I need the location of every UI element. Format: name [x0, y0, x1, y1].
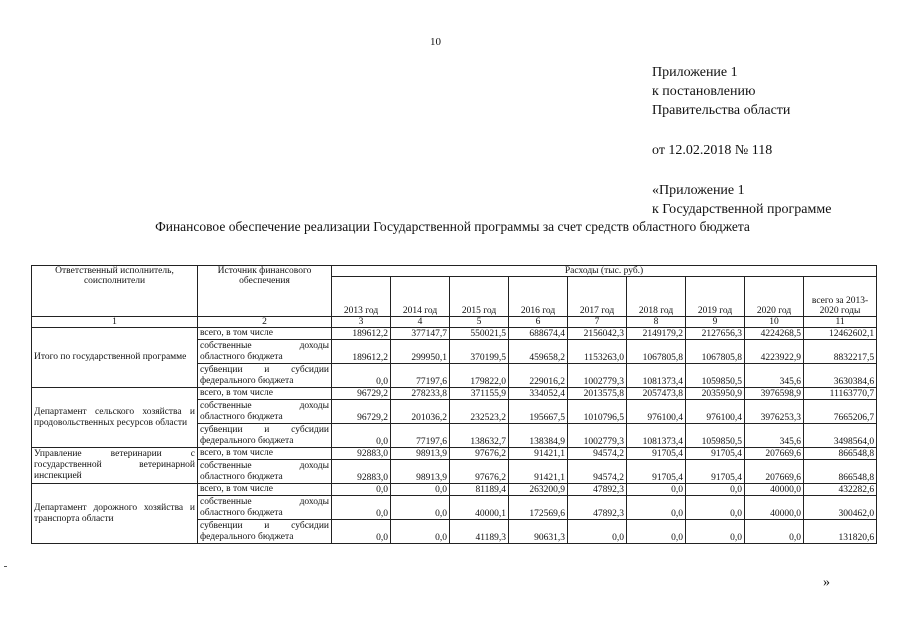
value-cell: 97676,2	[450, 448, 509, 460]
value-cell: 94574,2	[568, 460, 627, 484]
value-cell: 98913,9	[391, 448, 450, 460]
header-column-number: 1	[32, 317, 198, 328]
value-cell: 81189,4	[450, 484, 509, 496]
value-cell: 3630384,6	[804, 364, 877, 388]
source-cell: субвенции и субсидии федерального бюджета	[198, 520, 332, 544]
value-cell: 92883,0	[332, 460, 391, 484]
value-cell: 3976253,3	[745, 400, 804, 424]
source-cell: всего, в том числе	[198, 484, 332, 496]
executor-cell: Департамент сельского хозяйства и продовольственных ресурсов области	[32, 388, 198, 448]
header-column-number: 8	[627, 317, 686, 328]
value-cell: 91705,4	[627, 460, 686, 484]
header-year: 2019 год	[686, 277, 745, 317]
value-cell: 0,0	[686, 520, 745, 544]
value-cell: 0,0	[332, 484, 391, 496]
value-cell: 47892,3	[568, 484, 627, 496]
header-year: 2014 год	[391, 277, 450, 317]
value-cell: 11163770,7	[804, 388, 877, 400]
executor-cell: Департамент дорожного хозяйства и транспорта области	[32, 484, 198, 544]
value-cell: 0,0	[627, 484, 686, 496]
value-cell: 91421,1	[509, 460, 568, 484]
value-cell: 377147,7	[391, 328, 450, 340]
value-cell: 0,0	[627, 520, 686, 544]
value-cell: 4223922,9	[745, 340, 804, 364]
document-title: Финансовое обеспечение реализации Государственной программы за счет средств областного бюджета	[155, 219, 750, 234]
value-cell: 8832217,5	[804, 340, 877, 364]
header-column-number: 10	[745, 317, 804, 328]
header-column-number: 4	[391, 317, 450, 328]
value-cell: 7665206,7	[804, 400, 877, 424]
header-column-number: 9	[686, 317, 745, 328]
value-cell: 976100,4	[627, 400, 686, 424]
value-cell: 91705,4	[686, 448, 745, 460]
value-cell: 94574,2	[568, 448, 627, 460]
source-cell: собственные доходы областного бюджета	[198, 496, 332, 520]
header-column-number: 2	[198, 317, 332, 328]
value-cell: 179822,0	[450, 364, 509, 388]
value-cell: 207669,6	[745, 460, 804, 484]
header-column-number: 3	[332, 317, 391, 328]
table-row	[32, 328, 877, 340]
value-cell: 459658,2	[509, 340, 568, 364]
value-cell: 1002779,3	[568, 364, 627, 388]
value-cell: 12462602,1	[804, 328, 877, 340]
value-cell: 138632,7	[450, 424, 509, 448]
value-cell: 97676,2	[450, 460, 509, 484]
value-cell: 432282,6	[804, 484, 877, 496]
value-cell: 195667,5	[509, 400, 568, 424]
appendix-block	[652, 63, 831, 219]
value-cell: 370199,5	[450, 340, 509, 364]
value-cell: 3498564,0	[804, 424, 877, 448]
value-cell: 0,0	[391, 520, 450, 544]
value-cell: 866548,8	[804, 448, 877, 460]
value-cell: 189612,2	[332, 340, 391, 364]
value-cell: 77197,6	[391, 364, 450, 388]
value-cell: 201036,2	[391, 400, 450, 424]
value-cell: 1059850,5	[686, 424, 745, 448]
header-year: всего за 2013-2020 годы	[804, 277, 877, 317]
value-cell: 40000,0	[745, 496, 804, 520]
closing-quote: »	[823, 575, 830, 590]
appendix-line-3: Правительства области	[652, 103, 791, 118]
value-cell: 550021,5	[450, 328, 509, 340]
value-cell: 334052,4	[509, 388, 568, 400]
value-cell: 0,0	[568, 520, 627, 544]
value-cell: 0,0	[686, 496, 745, 520]
value-cell: 866548,8	[804, 460, 877, 484]
value-cell: 0,0	[627, 496, 686, 520]
value-cell: 2127656,3	[686, 328, 745, 340]
value-cell: 0,0	[686, 484, 745, 496]
value-cell: 300462,0	[804, 496, 877, 520]
value-cell: 1059850,5	[686, 364, 745, 388]
value-cell: 2149179,2	[627, 328, 686, 340]
value-cell: 90631,3	[509, 520, 568, 544]
value-cell: 345,6	[745, 424, 804, 448]
table-header	[32, 266, 877, 328]
header-column-number: 5	[450, 317, 509, 328]
value-cell: 0,0	[745, 520, 804, 544]
value-cell: 2035950,9	[686, 388, 745, 400]
value-cell: 229016,2	[509, 364, 568, 388]
source-cell: собственные доходы областного бюджета	[198, 460, 332, 484]
source-cell: собственные доходы областного бюджета	[198, 340, 332, 364]
page-number: 10	[430, 36, 441, 48]
value-cell: 207669,6	[745, 448, 804, 460]
source-cell: всего, в том числе	[198, 388, 332, 400]
value-cell: 0,0	[332, 520, 391, 544]
executor-cell: Управление ветеринарии с государственной ветеринарной инспекцией	[32, 448, 198, 484]
value-cell: 0,0	[332, 364, 391, 388]
value-cell: 96729,2	[332, 400, 391, 424]
value-cell: 91705,4	[686, 460, 745, 484]
source-cell: собственные доходы областного бюджета	[198, 400, 332, 424]
header-year: 2017 год	[568, 277, 627, 317]
appendix-line-2: к постановлению	[652, 84, 756, 99]
value-cell: 4224268,5	[745, 328, 804, 340]
header-column-number: 11	[804, 317, 877, 328]
appendix-line-5: «Приложение 1	[652, 183, 745, 198]
value-cell: 1081373,4	[627, 364, 686, 388]
source-cell: всего, в том числе	[198, 328, 332, 340]
value-cell: 232523,2	[450, 400, 509, 424]
header-column-number: 6	[509, 317, 568, 328]
value-cell: 278233,8	[391, 388, 450, 400]
value-cell: 92883,0	[332, 448, 391, 460]
value-cell: 40000,1	[450, 496, 509, 520]
value-cell: 263200,9	[509, 484, 568, 496]
financing-table	[31, 265, 877, 544]
value-cell: 1067805,8	[627, 340, 686, 364]
header-year: 2015 год	[450, 277, 509, 317]
value-cell: 98913,9	[391, 460, 450, 484]
value-cell: 96729,2	[332, 388, 391, 400]
value-cell: 345,6	[745, 364, 804, 388]
value-cell: 1010796,5	[568, 400, 627, 424]
header-year: 2013 год	[332, 277, 391, 317]
value-cell: 77197,6	[391, 424, 450, 448]
value-cell: 299950,1	[391, 340, 450, 364]
value-cell: 688674,4	[509, 328, 568, 340]
value-cell: 3976598,9	[745, 388, 804, 400]
value-cell: 1153263,0	[568, 340, 627, 364]
value-cell: 189612,2	[332, 328, 391, 340]
header-year: 2016 год	[509, 277, 568, 317]
value-cell: 91705,4	[627, 448, 686, 460]
value-cell: 0,0	[332, 496, 391, 520]
appendix-line-6: к Государственной программе	[652, 202, 832, 217]
value-cell: 91421,1	[509, 448, 568, 460]
value-cell: 2013575,8	[568, 388, 627, 400]
value-cell: 1067805,8	[686, 340, 745, 364]
source-cell: субвенции и субсидии федерального бюджета	[198, 424, 332, 448]
value-cell: 0,0	[391, 496, 450, 520]
value-cell: 40000,0	[745, 484, 804, 496]
value-cell: 1002779,3	[568, 424, 627, 448]
value-cell: 41189,3	[450, 520, 509, 544]
table-row	[32, 484, 877, 496]
value-cell: 2156042,3	[568, 328, 627, 340]
value-cell: 0,0	[332, 424, 391, 448]
table-row	[32, 448, 877, 460]
header-column-number: 7	[568, 317, 627, 328]
value-cell: 131820,6	[804, 520, 877, 544]
header-expenses: Расходы (тыс. руб.)	[332, 266, 877, 277]
value-cell: 976100,4	[686, 400, 745, 424]
header-source: Источник финансового обеспечения	[198, 266, 332, 317]
value-cell: 138384,9	[509, 424, 568, 448]
source-cell: всего, в том числе	[198, 448, 332, 460]
appendix-line-1: Приложение 1	[652, 65, 738, 80]
margin-mark	[4, 566, 7, 567]
value-cell: 47892,3	[568, 496, 627, 520]
value-cell: 2057473,8	[627, 388, 686, 400]
source-cell: субвенции и субсидии федерального бюджета	[198, 364, 332, 388]
value-cell: 172569,6	[509, 496, 568, 520]
value-cell: 1081373,4	[627, 424, 686, 448]
value-cell: 0,0	[391, 484, 450, 496]
header-year: 2020 год	[745, 277, 804, 317]
header-year: 2018 год	[627, 277, 686, 317]
appendix-date-line: от 12.02.2018 № 118	[652, 143, 773, 158]
executor-cell: Итого по государственной программе	[32, 328, 198, 388]
table-row	[32, 388, 877, 400]
header-executor: Ответственный исполнитель, соисполнители	[32, 266, 198, 317]
value-cell: 371155,9	[450, 388, 509, 400]
